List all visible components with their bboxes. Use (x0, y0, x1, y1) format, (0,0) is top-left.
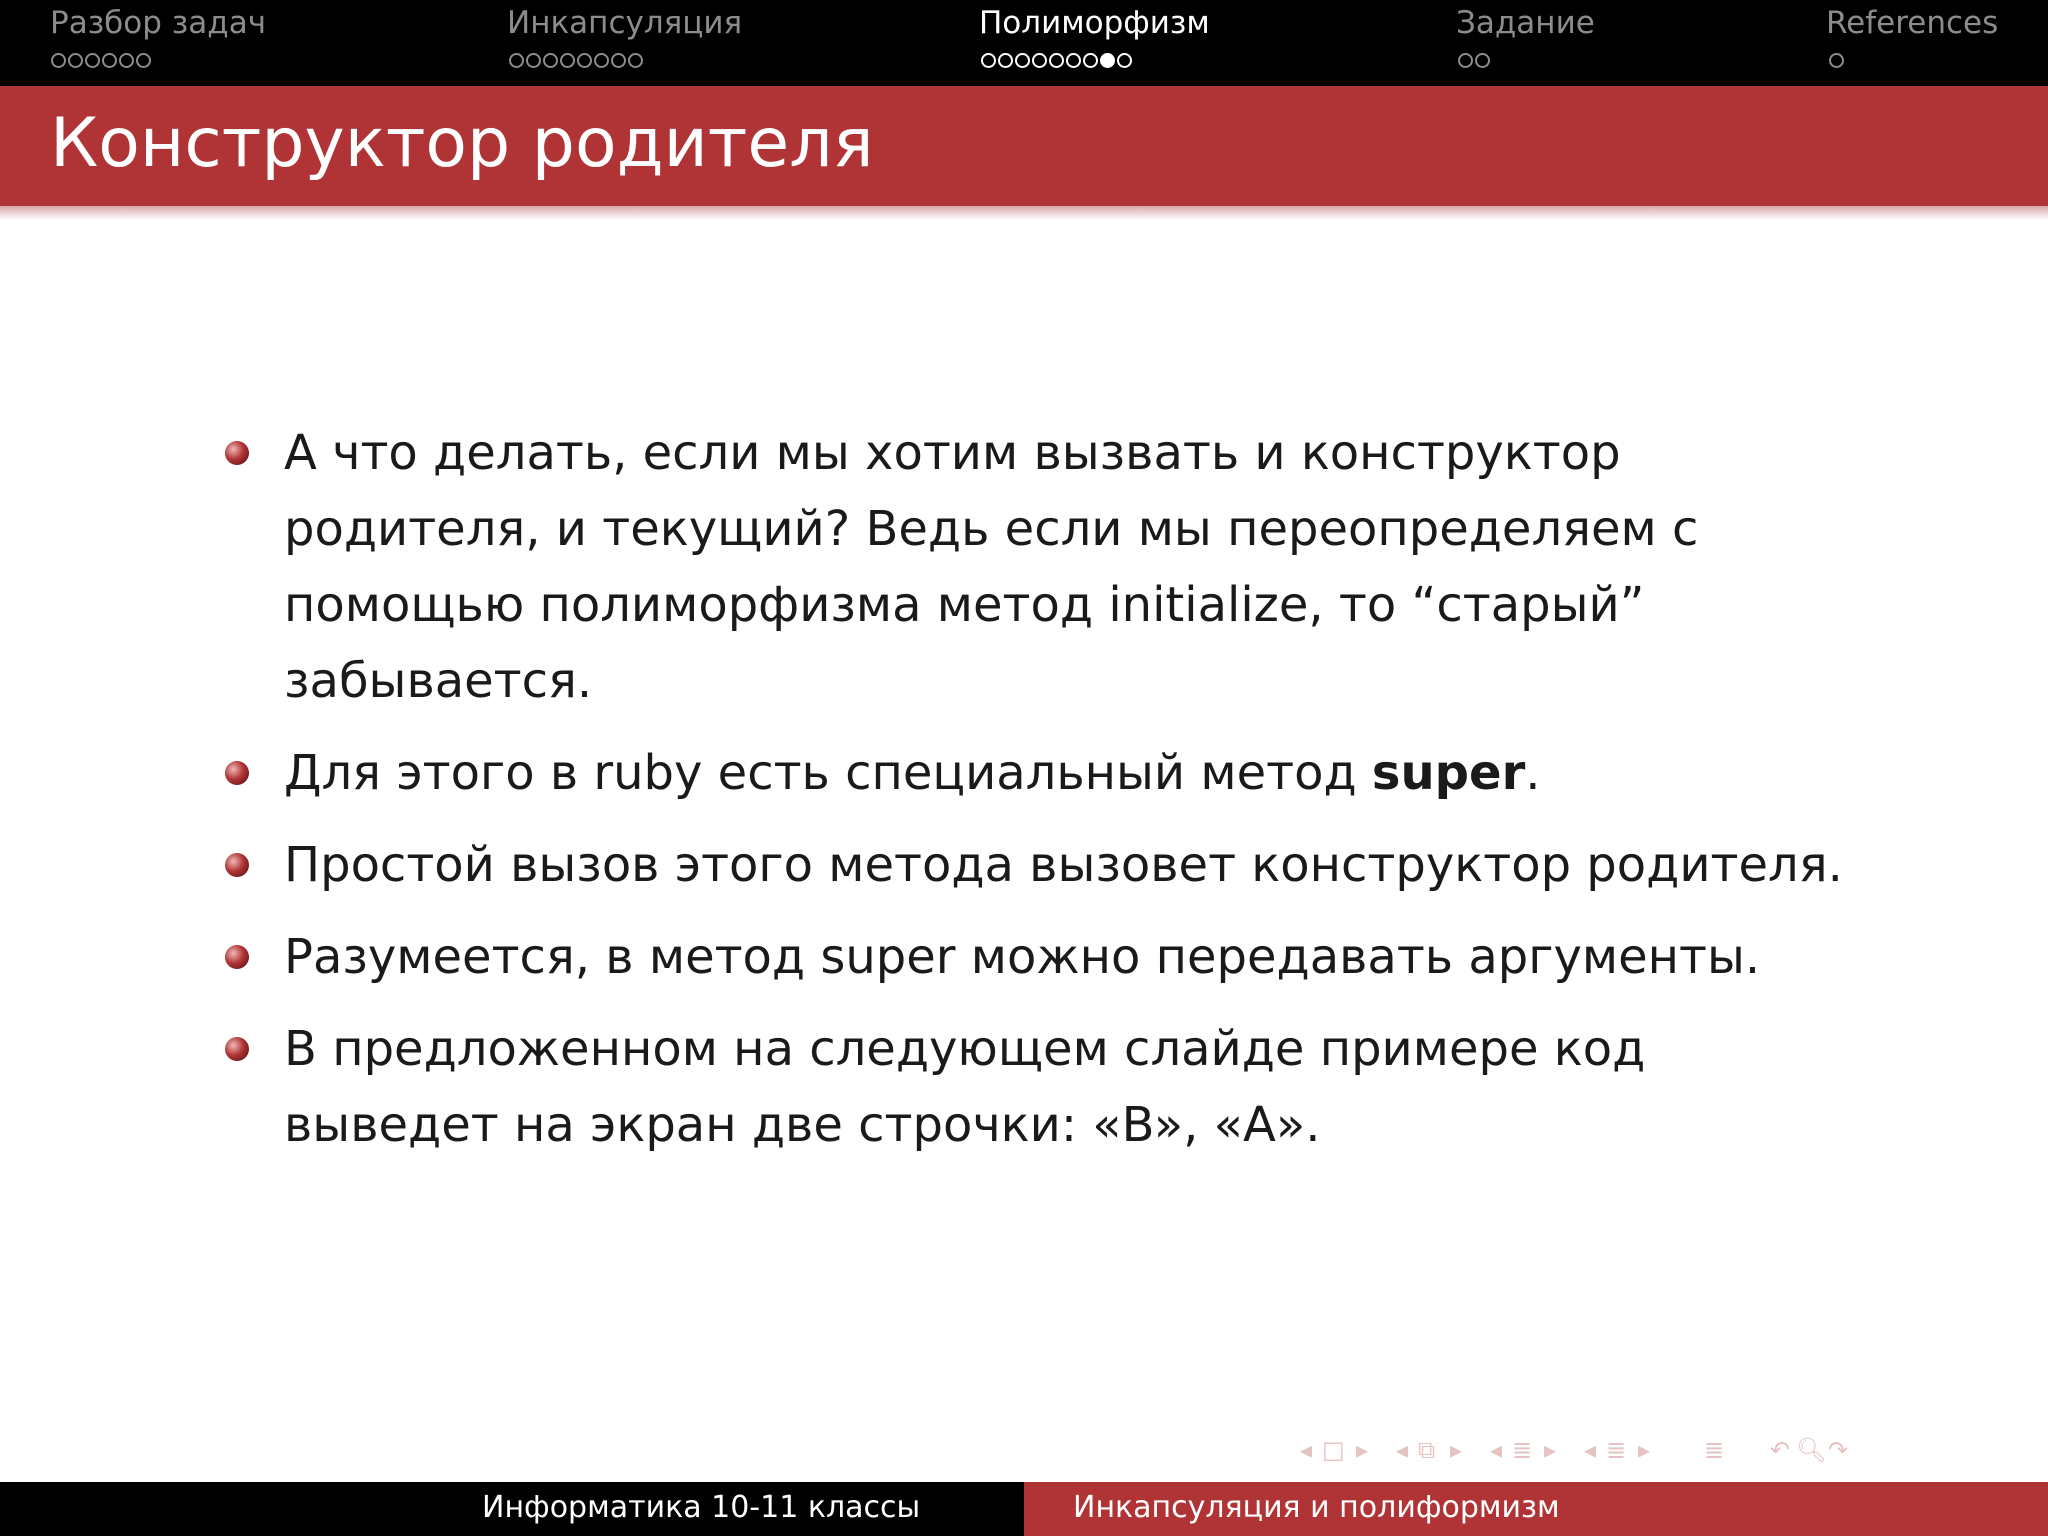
nav-dot[interactable] (51, 53, 66, 68)
nav-dot[interactable] (1829, 53, 1844, 68)
nav-dot[interactable] (509, 53, 524, 68)
bullet-ball-icon (225, 761, 249, 785)
nav-dot[interactable] (526, 53, 541, 68)
forward-icon[interactable]: ↷ (1828, 1436, 1849, 1464)
nav-dots-zadanie (1458, 50, 1490, 70)
nav-section-polimorfizm[interactable]: Полиморфизм (979, 5, 1210, 41)
nav-dot[interactable] (1032, 53, 1047, 68)
nav-dot[interactable] (998, 53, 1013, 68)
bullet-ball-icon (225, 1037, 249, 1061)
subsection-icon[interactable]: ⧉ (1418, 1436, 1436, 1464)
nav-dot[interactable] (1117, 53, 1132, 68)
frame-icon[interactable]: □ (1322, 1436, 1345, 1464)
nav-dot[interactable] (68, 53, 83, 68)
prev-section-icon[interactable]: ◂ (1490, 1436, 1503, 1464)
footer-course-title: Информатика 10-11 классы (482, 1490, 921, 1525)
bullet-item (222, 735, 1862, 811)
bullet-ball-icon (225, 853, 249, 877)
nav-section-razbor-zadach[interactable]: Разбор задач (50, 5, 267, 41)
nav-dot[interactable] (136, 53, 151, 68)
nav-dot[interactable] (560, 53, 575, 68)
section-icon[interactable]: ≣ (1512, 1436, 1533, 1464)
nav-dot[interactable] (594, 53, 609, 68)
nav-dots-references (1829, 50, 1844, 70)
bullet-text: Разумеется, в метод super можно передавать аргументы. (284, 929, 1761, 985)
bullet-text: А что делать, если мы хотим вызвать и конструктор родителя, и текущий? Ведь если мы переопределяем с помощью полиморфизма метод initialize, то “старый” забывается. (284, 425, 1699, 709)
prev-subsection-icon[interactable]: ◂ (1396, 1436, 1409, 1464)
nav-dot[interactable] (543, 53, 558, 68)
nav-dot[interactable] (577, 53, 592, 68)
nav-dots-razbor-zadach (51, 50, 151, 70)
back-icon[interactable]: ↶ (1770, 1436, 1791, 1464)
nav-section-inkapsulyatsiya[interactable]: Инкапсуляция (507, 5, 743, 41)
next-section-icon[interactable]: ▸ (1544, 1436, 1557, 1464)
nav-dot[interactable] (119, 53, 134, 68)
section-navigation-bar (0, 0, 2048, 86)
prev-frame-icon[interactable]: ◂ (1300, 1436, 1313, 1464)
bullet-ball-icon (225, 441, 249, 465)
document-icon[interactable]: ≣ (1704, 1436, 1725, 1464)
slide-title: Конструктор родителя (50, 104, 874, 183)
bullet-text: Для этого в ruby есть специальный метод (284, 745, 1372, 801)
bullet-text: В предложенном на следующем слайде примере код выведет на экран две строчки: «B», «A». (284, 1021, 1646, 1153)
nav-dot[interactable] (981, 53, 996, 68)
nav-section-references[interactable]: References (1826, 5, 1999, 41)
search-icon[interactable]: 🔍︎ (1796, 1436, 1827, 1464)
prev-document-icon[interactable]: ◂ (1584, 1436, 1597, 1464)
next-subsection-icon[interactable]: ▸ (1450, 1436, 1463, 1464)
nav-dot[interactable] (1066, 53, 1081, 68)
nav-dot[interactable] (1049, 53, 1064, 68)
bullet-item (222, 415, 1862, 719)
nav-dots-inkapsulyatsiya (509, 50, 643, 70)
next-frame-icon[interactable]: ▸ (1356, 1436, 1369, 1464)
nav-dot[interactable] (1475, 53, 1490, 68)
bullet-keyword-super: super (1371, 745, 1526, 801)
bullet-text: Простой вызов этого метода вызовет конструктор родителя. (284, 837, 1843, 893)
nav-dot[interactable] (611, 53, 626, 68)
bullet-item (222, 827, 1862, 903)
beamer-navigation-symbols (1300, 1436, 2030, 1466)
nav-dot[interactable] (102, 53, 117, 68)
bullet-item (222, 919, 1862, 995)
bullet-item (222, 1011, 1862, 1163)
title-bar-shadow (0, 206, 2048, 220)
bullet-ball-icon (225, 945, 249, 969)
nav-dot[interactable] (1083, 53, 1098, 68)
document-sections-icon[interactable]: ≣ (1606, 1436, 1627, 1464)
next-document-icon[interactable]: ▸ (1638, 1436, 1651, 1464)
nav-dot[interactable] (1015, 53, 1030, 68)
bullet-list (222, 415, 1862, 1179)
bullet-text-end: . (1525, 745, 1541, 801)
nav-dot[interactable] (628, 53, 643, 68)
nav-dot-current[interactable] (1100, 53, 1115, 68)
nav-section-zadanie[interactable]: Задание (1456, 5, 1595, 41)
nav-dot[interactable] (1458, 53, 1473, 68)
footer-lecture-title: Инкапсуляция и полиформизм (1073, 1490, 1560, 1525)
nav-dots-polimorfizm (981, 50, 1132, 70)
nav-dot[interactable] (85, 53, 100, 68)
